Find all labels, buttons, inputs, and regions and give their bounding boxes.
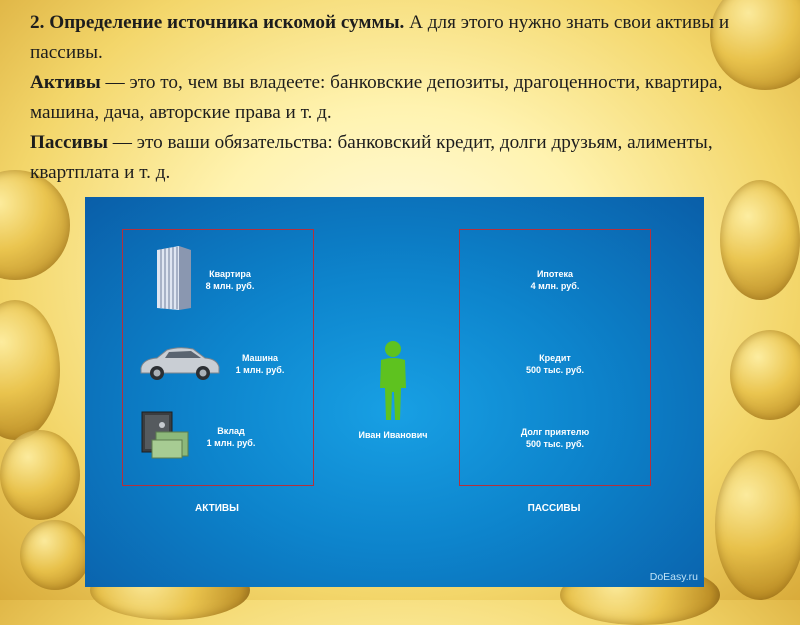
coin-decoration [715, 450, 800, 600]
car-icon [137, 346, 222, 382]
intro-text [30, 8, 780, 188]
intro-paragraph-1 [30, 8, 780, 68]
assets-title: АКТИВЫ [195, 503, 239, 514]
liability-label-friend-debt: Долг приятелю 500 тыс. руб. [520, 427, 590, 449]
coin-decoration [720, 180, 800, 300]
asset-label-deposit: Вклад 1 млн. руб. [206, 426, 256, 448]
assets-liabilities-diagram [85, 197, 704, 587]
liabilities-term: Пассивы [30, 132, 108, 153]
asset-label-car: Машина 1 млн. руб. [235, 353, 285, 375]
assets-term: Активы [30, 72, 101, 93]
building-icon [153, 244, 193, 312]
safe-money-icon [140, 410, 192, 462]
liabilities-text: — это ваши обязательства: банковский кредит, долги друзьям, алименты, квартплата и т. д. [30, 132, 713, 183]
asset-label-apartment: Квартира 8 млн. руб. [205, 269, 255, 291]
assets-definition [30, 68, 780, 128]
person-icon [376, 340, 410, 422]
coin-decoration [0, 430, 80, 520]
coin-decoration [0, 300, 60, 440]
liability-label-mortgage: Ипотека 4 млн. руб. [530, 269, 580, 291]
assets-text: — это то, чем вы владеете: банковские депозиты, драгоценности, квартира, машина, дача, авторские права и т. д. [30, 72, 723, 123]
coin-decoration [20, 520, 90, 590]
watermark: DoEasy.ru [649, 571, 698, 583]
liabilities-title: ПАССИВЫ [527, 503, 581, 514]
coin-decoration [730, 330, 800, 420]
section-heading-rest: А для этого нужно знать свои активы и пассивы. [30, 12, 730, 63]
person-label: Иван Иванович [358, 430, 428, 440]
section-heading: 2. Определение источника искомой суммы. [30, 12, 405, 33]
liability-label-loan: Кредит 500 тыс. руб. [525, 353, 585, 375]
liabilities-definition [30, 128, 780, 188]
